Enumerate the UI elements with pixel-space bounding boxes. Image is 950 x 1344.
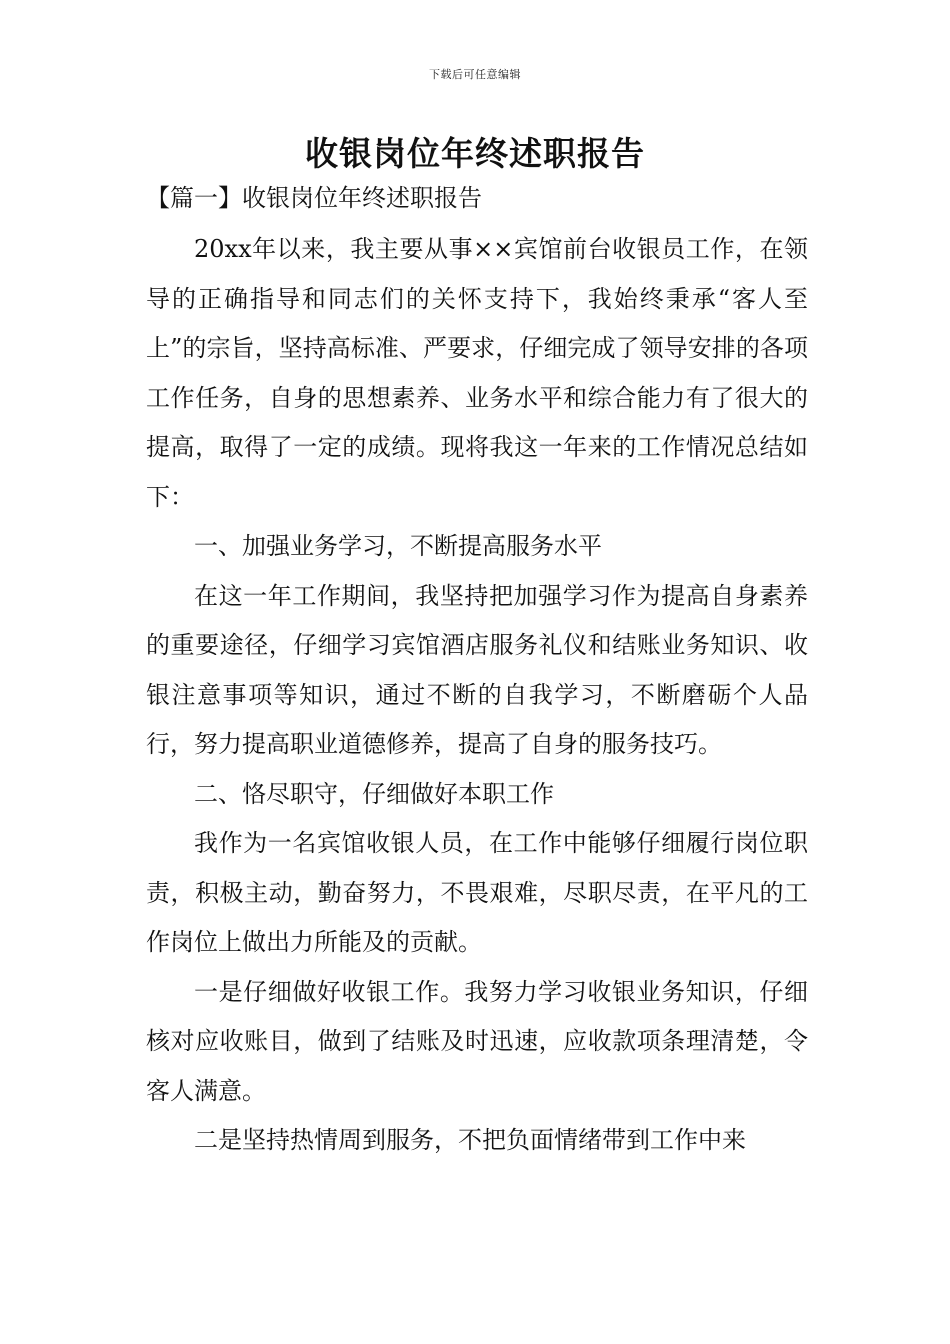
paragraph-study: 在这一年工作期间，我坚持把加强学习作为提高自身素养的重要途径，仔细学习宾馆酒店服务礼仪和结账业务知识、收银注意事项等知识，通过不断的自我学习，不断磨砺个人品行，努力提高职业道德修养，提高了自身的服务技巧。	[146, 581, 808, 758]
document-title: 收银岗位年终述职报告	[305, 134, 645, 173]
paragraph-service: 二是坚持热情周到服务，不把负面情绪带到工作中来	[194, 1126, 746, 1154]
subheading-two: 二、恪尽职守，仔细做好本职工作	[194, 779, 554, 808]
subheading-one: 一、加强业务学习，不断提高服务水平	[194, 532, 602, 560]
paragraph-duty: 我作为一名宾馆收银人员，在工作中能够仔细履行岗位职责，积极主动，勤奋努力，不畏艰难，尽职尽责，在平凡的工作岗位上做出力所能及的贡献。	[146, 829, 808, 956]
section-heading: 【篇一】收银岗位年终述职报告	[146, 184, 482, 212]
header-note: 下载后可任意编辑	[429, 68, 521, 81]
paragraph-intro: 20xx年以来，我主要从事××宾馆前台收银员工作，在领导的正确指导和同志们的关怀支持下，我始终秉承“客人至上”的宗旨，坚持高标准、严要求，仔细完成了领导安排的各项工作任务，自身的思想素养、业务水平和综合能力有了很大的提高，取得了一定的成绩。现将我这一年来的工作情况总结如下：	[146, 235, 808, 511]
paragraph-cashier: 一是仔细做好收银工作。我努力学习收银业务知识，仔细核对应收账目，做到了结账及时迅速，应收款项条理清楚，令客人满意。	[146, 977, 808, 1105]
document-body	[146, 225, 808, 1166]
